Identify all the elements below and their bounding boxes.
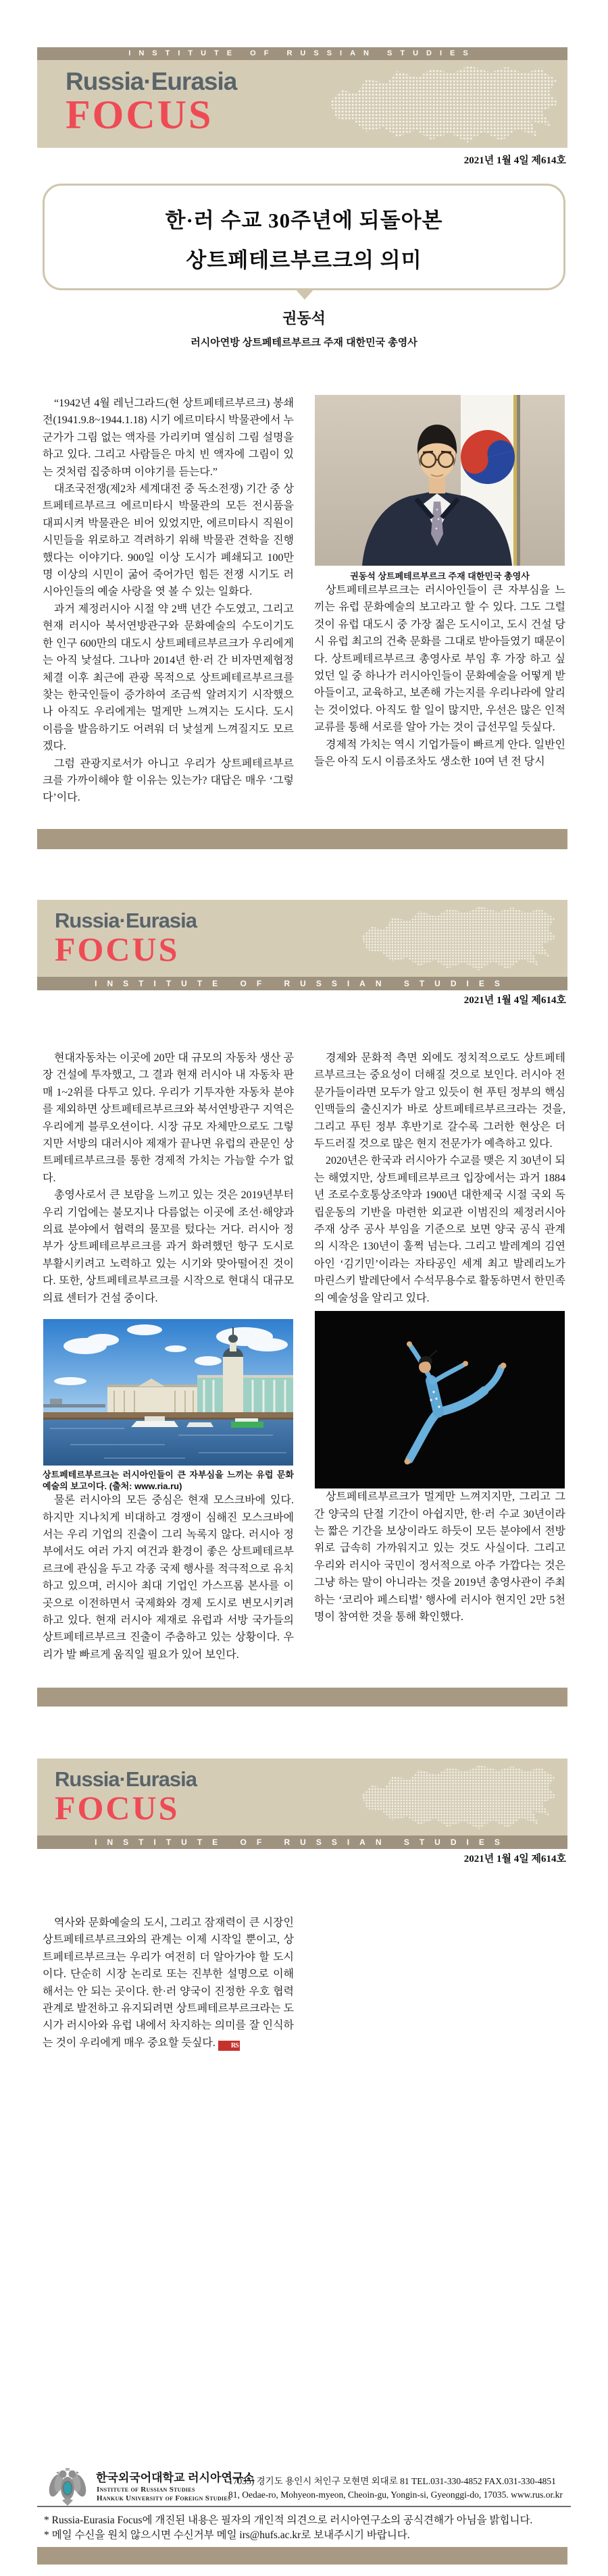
paragraph: 과거 제정러시아 시절 약 2백 년간 수도였고, 그리고 현재 러시아 북서연방관구와 문화예술의 수도이기도 한 인구 600만의 대도시 상트페테르부르크가 우리에게는 아직 낯설다. 그나마 2014년 한·러 간 비자면제협정 체결 이후 최근에 관광 목적으로 상트페테르부르크를 찾는 한국인들이 증가하여 조금씩 알려지기 시작했으나 아직도 우리에게는 멀게만 느껴지는 도시다. 도시 이름을 발음하기도 어려워 더 낯설게 느껴질지도 모르겠다.	[43, 603, 294, 753]
brand-focus-title: FOCUS	[66, 92, 213, 137]
brand-title: Russia·Eurasia	[55, 1767, 197, 1791]
city-photo-figure	[43, 1319, 294, 1492]
article-title-line1: 한·러 수교 30주년에 되돌아본	[165, 209, 443, 232]
issue-date: 2021년 1월 4일 제614호	[463, 155, 566, 166]
issue-date: 2021년 1월 4일 제614호	[463, 995, 566, 1006]
paragraph: 물론 러시아의 모든 중심은 현재 모스크바에 있다. 하지만 지나치게 비대하고 경쟁이 심해진 모스크바에서는 우리 기업의 진출이 그리 녹록지 않다. 러시아 정부에서도 여러 가지 여건과 환경이 좋은 상트페테르부르크에 관심을 두고 각종 국제 행사를 적극적으로 유치하고 있으며, 러시아 최대 기업인 가스프롬 본사를 이곳으로 이전하면서 국제화와 경제 도시로 변모시키려 하고 있다. 현재 러시아 제재로 유럽과 서방 국가들의 상트페테르부르크 진출이 주춤하고 있는 상황이다. 우리가 발 빠르게 움직일 필요가 있어 보인다.	[43, 1495, 294, 1661]
ballet-dancer-photo	[314, 1311, 565, 1488]
page1-left-column	[43, 395, 294, 807]
title-box-pointer	[295, 288, 315, 300]
paragraph: 경제적 가치는 역시 기업가들이 빠르게 안다. 일반인들은 아직 도시 이름조차도 생소한 10여 년 전 당시	[314, 739, 565, 768]
footer-unsubscribe-note: * 메일 수신을 원치 않으시면 수신거부 메일 irs@hufs.ac.kr로 보내주시기 바랍니다.	[44, 2529, 410, 2541]
page-3	[0, 1717, 608, 2576]
paragraph: 경제와 문화적 측면 외에도 정치적으로도 상트페테르부르크는 중요성이 더해질 것으로 보인다. 러시아 전문가들이라면 모두가 알고 있듯이 현 푸틴 정부의 핵심 인맥들의 출신지가 바로 상트페테르부르크라는 것을, 그리고 푸틴 정부 후반기로 갈수록 그러한 현상은 더 두드러질 것으로 많은 현지 전문가가 예측하고 있다.	[314, 1052, 565, 1150]
page2-left-column	[43, 1050, 294, 1663]
footer-disclaimer: * Russia-Eurasia Focus에 개진된 내용은 필자의 개인적 의견으로 러시아연구소의 공식견해가 아님을 밝힙니다.	[44, 2515, 533, 2526]
footer-org-name-ko: 한국외국어대학교 러시아연구소	[96, 2471, 255, 2484]
masthead-banner	[37, 60, 567, 148]
paragraph: 그럼 관광지로서가 아니고 우리가 상트페테르부르크를 가까이해야 할 이유는 있는가? 대답은 매우 ‘그렇다’이다.	[43, 757, 294, 804]
russia-dot-map-icon	[324, 63, 562, 145]
brand-logo	[55, 1768, 197, 1825]
institute-bar: INSTITUTE OF RUSSIAN STUDIES	[37, 977, 567, 990]
consul-portrait-figure	[314, 395, 565, 582]
brand-focus-title: FOCUS	[55, 1789, 180, 1827]
institute-bar: INSTITUTE OF RUSSIAN STUDIES	[37, 1835, 567, 1849]
brand-title: Russia·Eurasia	[66, 68, 237, 95]
paragraph: 총영사로서 큰 보람을 느끼고 있는 것은 2019년부터 우리 기업에는 불모지나 다름없는 이곳에 조선·해양과 의료 분야에서 협력의 물꼬를 텄다는 거다. 러시아 정부가 상트페테르부르크를 과거 화려했던 항구 도시로 부활시키려고 노력하고 있는 시기와 맞아떨어진 것이다. 또한, 상트페테르부르크를 시작으로 현대식 대규모 의료 센터가 건설 중이다.	[43, 1189, 294, 1304]
page-divider-bar	[37, 829, 567, 849]
ballet-photo-figure	[314, 1311, 565, 1488]
portrait-caption: 권동석 상트페테르부르크 주재 대한민국 총영사	[350, 571, 530, 581]
russia-dot-map-icon	[357, 1763, 559, 1831]
city-photo-caption: 상트페테르부르크는 러시아인들이 큰 자부심을 느끼는 유럽 문화예술의 보고이다. (출처: www.ria.ru)	[43, 1470, 294, 1492]
rs-end-mark: RS	[218, 2041, 240, 2051]
st-petersburg-photo	[43, 1319, 294, 1466]
institute-eagle-logo-icon	[49, 2465, 86, 2506]
page1-right-column	[314, 395, 565, 770]
paragraph: 현대자동차는 이곳에 20만 대 규모의 자동차 생산 공장 건설에 투자했고, 그 결과 현재 러시아 내 자동차 판매 1~2위를 다투고 있다. 우리가 기투자한 자동차 분야를 제외하면 상트페테르부르크와 북서연방관구 지역은 우리에게 블루오션이다. 시장 규모 자체만으로도 그렇지만 서방의 대러시아 제재가 끝나면 유럽의 관문인 상트페테르부르크를 통한 경제적 가치는 가늠할 수가 없다.	[43, 1052, 294, 1184]
masthead-banner	[37, 1759, 567, 1835]
page-divider-bar	[37, 1688, 567, 1707]
paragraph	[43, 1914, 294, 2051]
brand-focus-title: FOCUS	[55, 930, 180, 968]
author-affiliation: 러시아연방 상트페테르부르크 주재 대한민국 총영사	[191, 337, 417, 348]
footer-rule	[37, 2506, 571, 2507]
paragraph: 상트페테르부르크가 멀게만 느껴지지만, 그리고 그간 양국의 단절 기간이 아쉽지만, 한·러 수교 30년이라는 짧은 기간을 보상이라도 하듯이 모든 분야에서 전방위로 급속히 가까워지고 있는 것도 사실이다. 그리고 우리와 러시아 국민이 정서적으로 아주 가깝다는 것은 그냥 하는 말이 아니라는 것을 2019년 총영사관이 주최하는 ‘코리아 페스티벌’ 행사에 러시아 현지인 2만 5천 명이 참여한 것을 통해 확인했다.	[314, 1491, 565, 1623]
page-2	[0, 859, 608, 1717]
paragraph: 상트페테르부르크는 러시아인들이 큰 자부심을 느끼는 유럽 문화예술의 보고라고 할 수 있다. 그도 그럴 것이 유럽 대도시 중 가장 젊은 도시이고, 도시 건설 당시 유럽 최고의 건축 문화를 그대로 받아들였기 때문이다. 상트페테르부르크 총영사로 부임 후 가장 하고 싶었던 일 중 하나가 러시아인들이 문화예술을 어떻게 받아들이고, 교육하고, 보존해 가는지를 우리나라에 알리는 것이었다. 아직도 할 일이 많지만, 우선은 많은 인적 교류를 통해 서로를 알아 가는 것이 급선무일 듯싶다.	[314, 585, 565, 734]
institute-bar: INSTITUTE OF RUSSIAN STUDIES	[37, 47, 567, 60]
page2-right-column	[314, 1050, 565, 1626]
masthead-banner	[37, 900, 567, 977]
brand-logo	[66, 68, 237, 137]
footer-address-ko: 17035) 경기도 용인시 처인구 모현면 외대로 81 TEL.031-330-4852 FAX.031-330-4851	[228, 2476, 556, 2486]
paragraph: “1942년 4월 레닌그라드(현 상트페테르부르크) 봉쇄전(1941.9.8~1944.1.18) 시기 에르미타시 박물관에서 누군가가 그림 없는 액자를 가리키며 열심히 그림 설명을 하고 있다. 그리고 사람들은 마치 빈 액자에 그림이 있는 것처럼 집중하며 이야기를 듣는다.”	[43, 398, 294, 478]
russia-dot-map-icon	[357, 904, 559, 973]
footer-address-en: 81, Oedae-ro, Mohyeon-myeon, Cheoin-gu, Yongin-si, Gyeonggi-do, 17035. www.rus.or.kr	[228, 2490, 563, 2500]
closing-text: 역사와 문화예술의 도시, 그리고 잠재력이 큰 시장인 상트페테르부르크와의 관계는 이제 시작일 뿐이고, 상트페테르부르크는 우리가 여전히 더 알아가야 할 도시이다. 단순히 시장 논리로 또는 진부한 설명으로 이해해서는 안 되는 곳이다. 한·러 양국이 진정한 우호 협력 관계로 발전하고 유지되려면 상트페테르부르크라는 도시가 러시아와 유럽 내에서 차지하는 의미를 잘 인식하는 것이 우리에게 매우 중요할 듯싶다.	[43, 1917, 294, 2049]
page3-closing-column	[43, 1914, 294, 2051]
footer-org-name-en1: Institute of Russian Studies	[97, 2486, 195, 2494]
author-name: 권동석	[282, 310, 326, 327]
issue-date: 2021년 1월 4일 제614호	[463, 1854, 566, 1864]
article-title-line2: 상트페테르부르크의 의미	[186, 248, 422, 272]
article-title-box	[43, 184, 565, 290]
paragraph: 대조국전쟁(제2차 세계대전 중 독소전쟁) 기간 중 상트페테르부르크 에르미타시 박물관의 모든 전시품을 대피시켜 박물관은 비어 있었지만, 에르미타시 직원이 시민들을 위로하고 격려하기 위해 박물관 견학을 진행했다는 이야기다. 900일 이상 도시가 폐쇄되고 100만 명 이상의 시민이 굶어 죽어가던 힘든 전쟁 시기도 러시아인들의 예술 사랑을 엿 볼 수 있는 일화다.	[43, 483, 294, 598]
paragraph: 2020년은 한국과 러시아가 수교를 맺은 지 30년이 되는 해였지만, 상트페테르부르크 입장에서는 과거 1884년 조로수호통상조약과 1900년 대한제국 시절 국외 독립운동의 기반을 마련한 외교관 이범진의 제정러시아 주재 상주 공사 부임을 기준으로 보면 양국 공식 관계의 시작은 130년이 훌쩍 넘는다. 그리고 발레계의 김연아인 ‘김기민’이라는 자타공인 세계 최고 발레리노가 마린스키 발레단에서 수석무용수로 활동하면서 한민족의 예술성을 알리고 있다.	[314, 1155, 565, 1304]
brand-title: Russia·Eurasia	[55, 909, 197, 932]
page-1	[0, 0, 608, 859]
page-divider-bar	[37, 2547, 567, 2565]
footer-org-name-en2: Hankuk University of Foreign Studies	[97, 2494, 231, 2502]
brand-logo	[55, 909, 197, 966]
consul-portrait-photo	[314, 395, 565, 566]
